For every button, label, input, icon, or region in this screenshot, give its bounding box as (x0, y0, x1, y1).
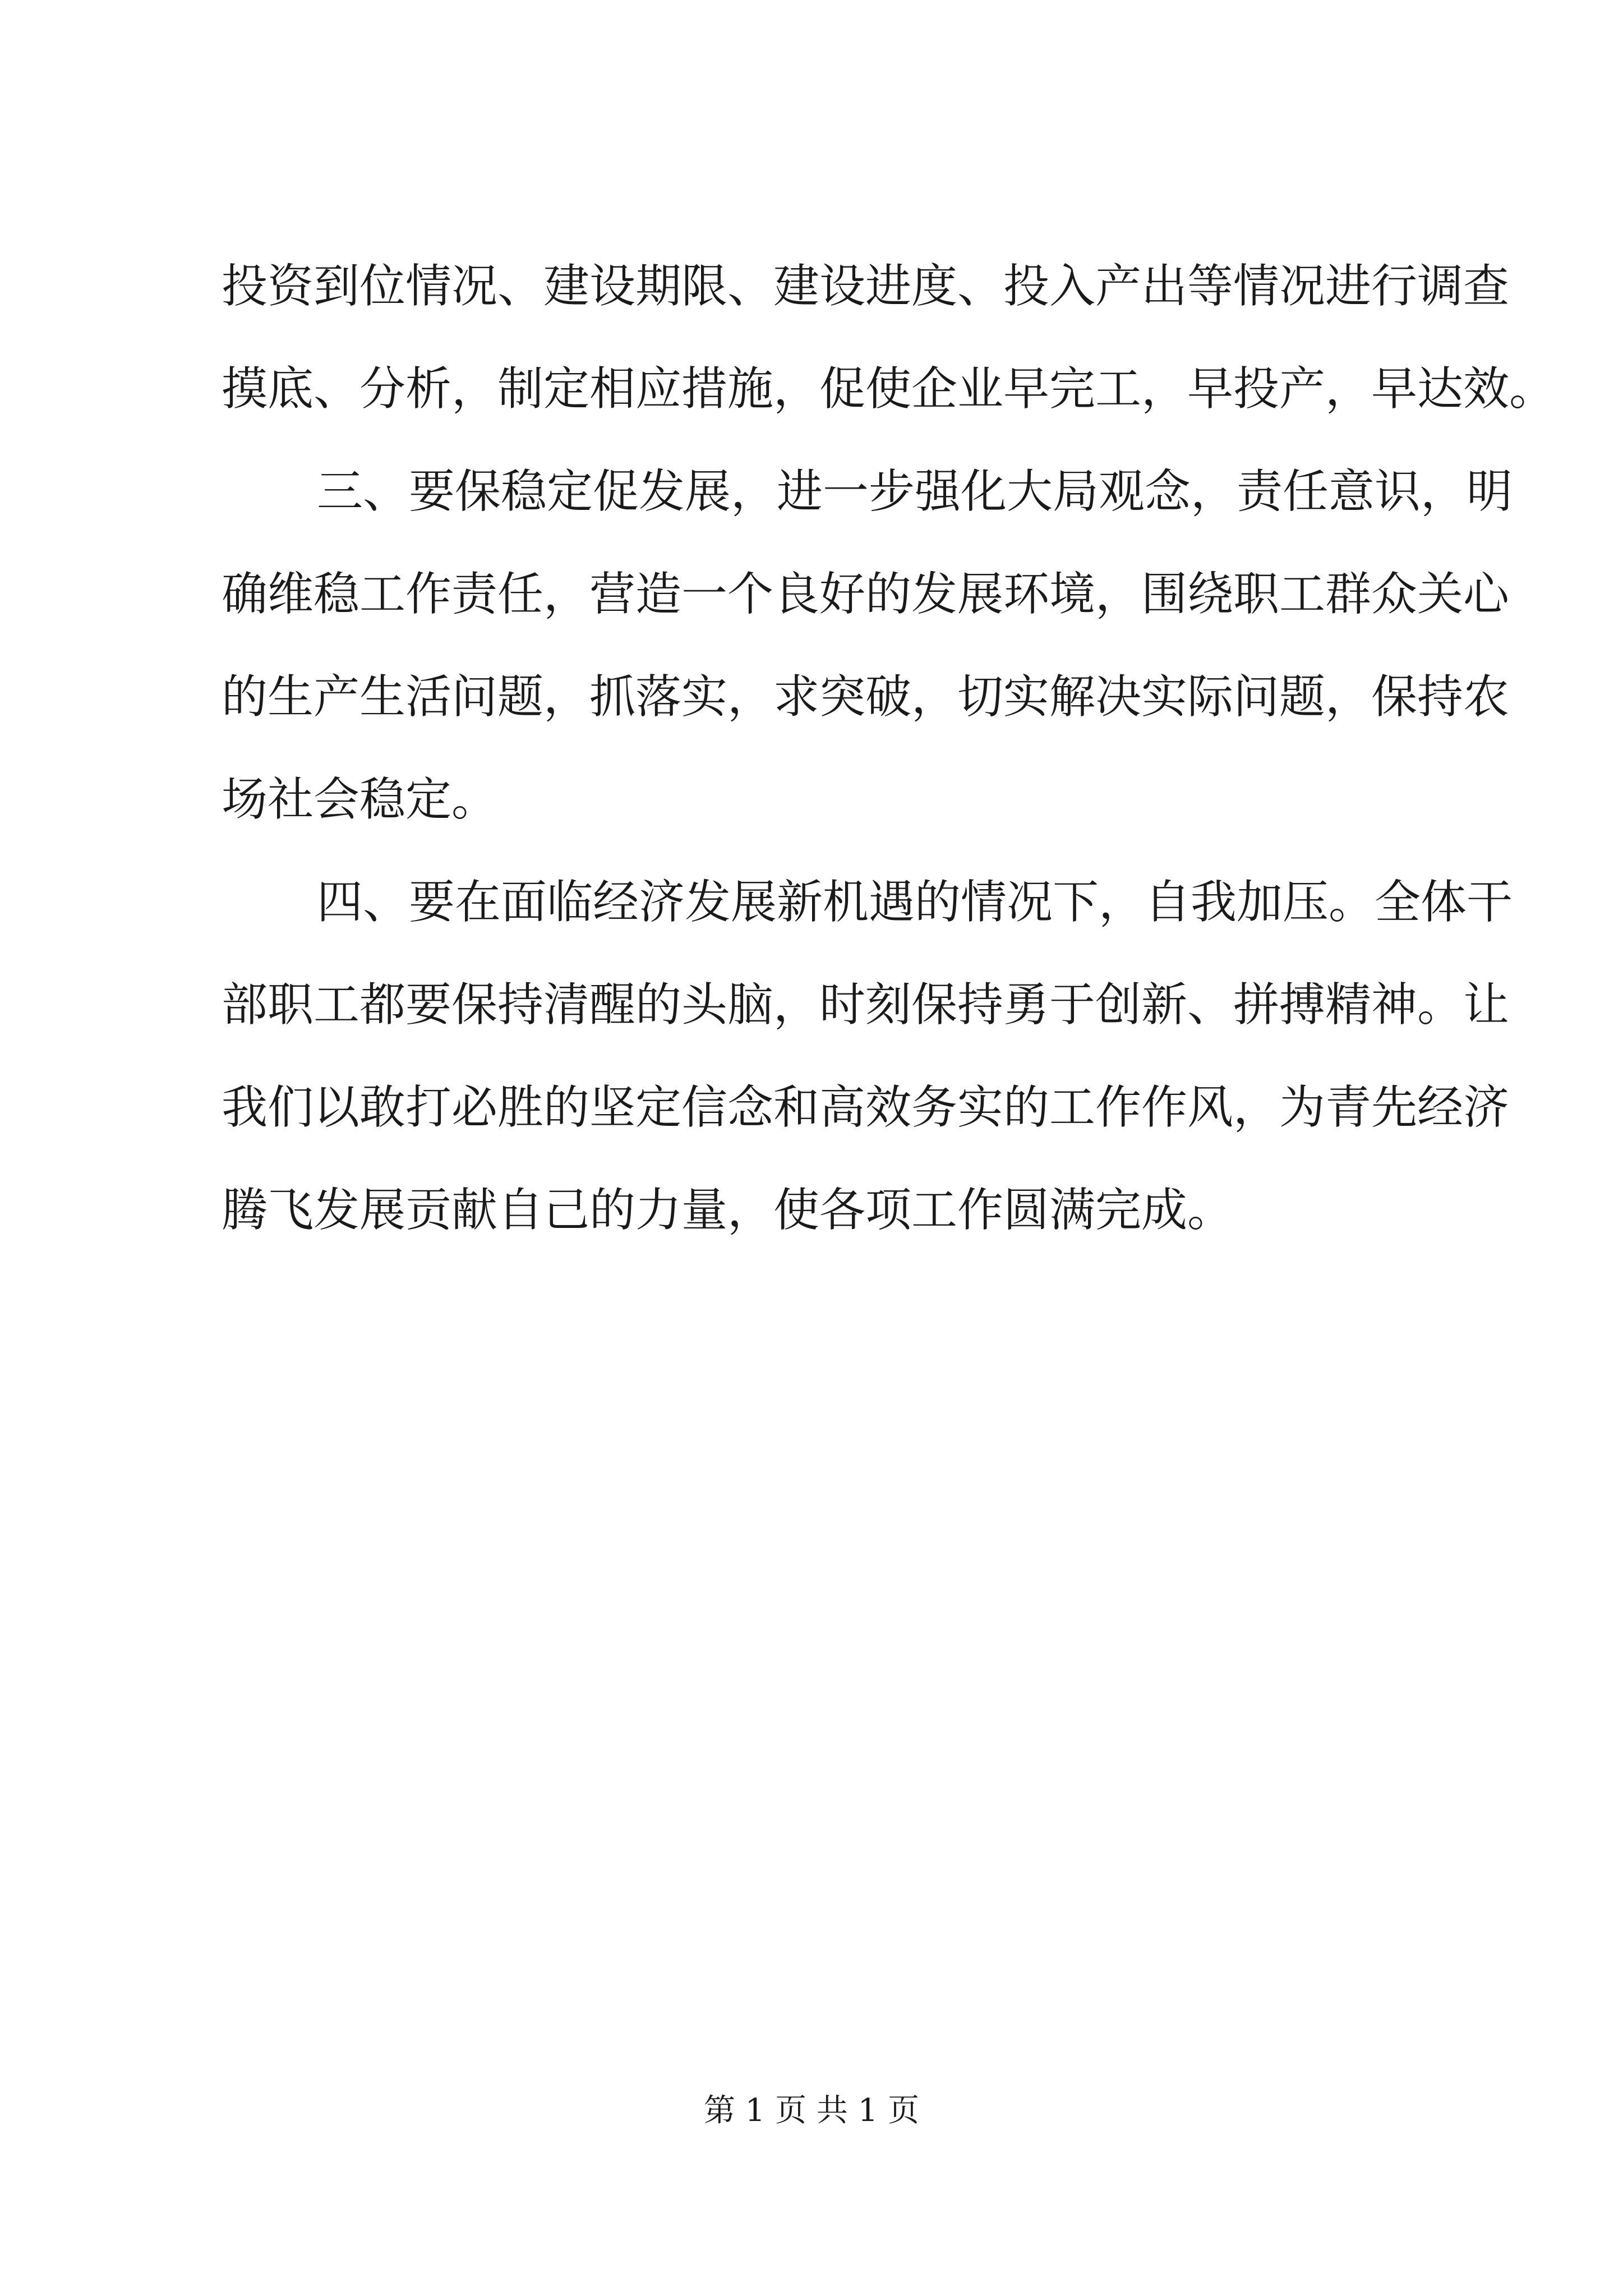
paragraph-line: 的生产生活问题，抓落实，求突破，切实解决实际问题，保持农 (222, 670, 1510, 724)
paragraph-line: 我们以敢打必胜的坚定信念和高效务实的工作作风，为青先经济 (222, 1081, 1510, 1134)
paragraph-line: 三、要保稳定促发展，进一步强化大局观念，责任意识，明 (317, 465, 1513, 518)
paragraph-line: 投资到位情况、建设期限、建设进度、投入产出等情况进行调查 (222, 260, 1510, 313)
paragraph-line: 腾飞发展贡献自己的力量，使各项工作圆满完成。 (222, 1184, 1234, 1237)
paragraph-line: 确维稳工作责任，营造一个良好的发展环境，围绕职工群众关心 (222, 568, 1510, 621)
document-body (222, 260, 1556, 1289)
paragraph-line: 场社会稳定。 (222, 773, 498, 826)
paragraph-line: 部职工都要保持清醒的头脑，时刻保持勇于创新、拼搏精神。让 (222, 978, 1510, 1032)
paragraph-line: 四、要在面临经济发展新机遇的情况下，自我加压。全体干 (317, 876, 1513, 929)
paragraph-line: 摸底、分析，制定相应措施，促使企业早完工，早投产，早达效。 (222, 362, 1556, 416)
page-footer: 第 1 页 共 1 页 (703, 2092, 920, 2129)
